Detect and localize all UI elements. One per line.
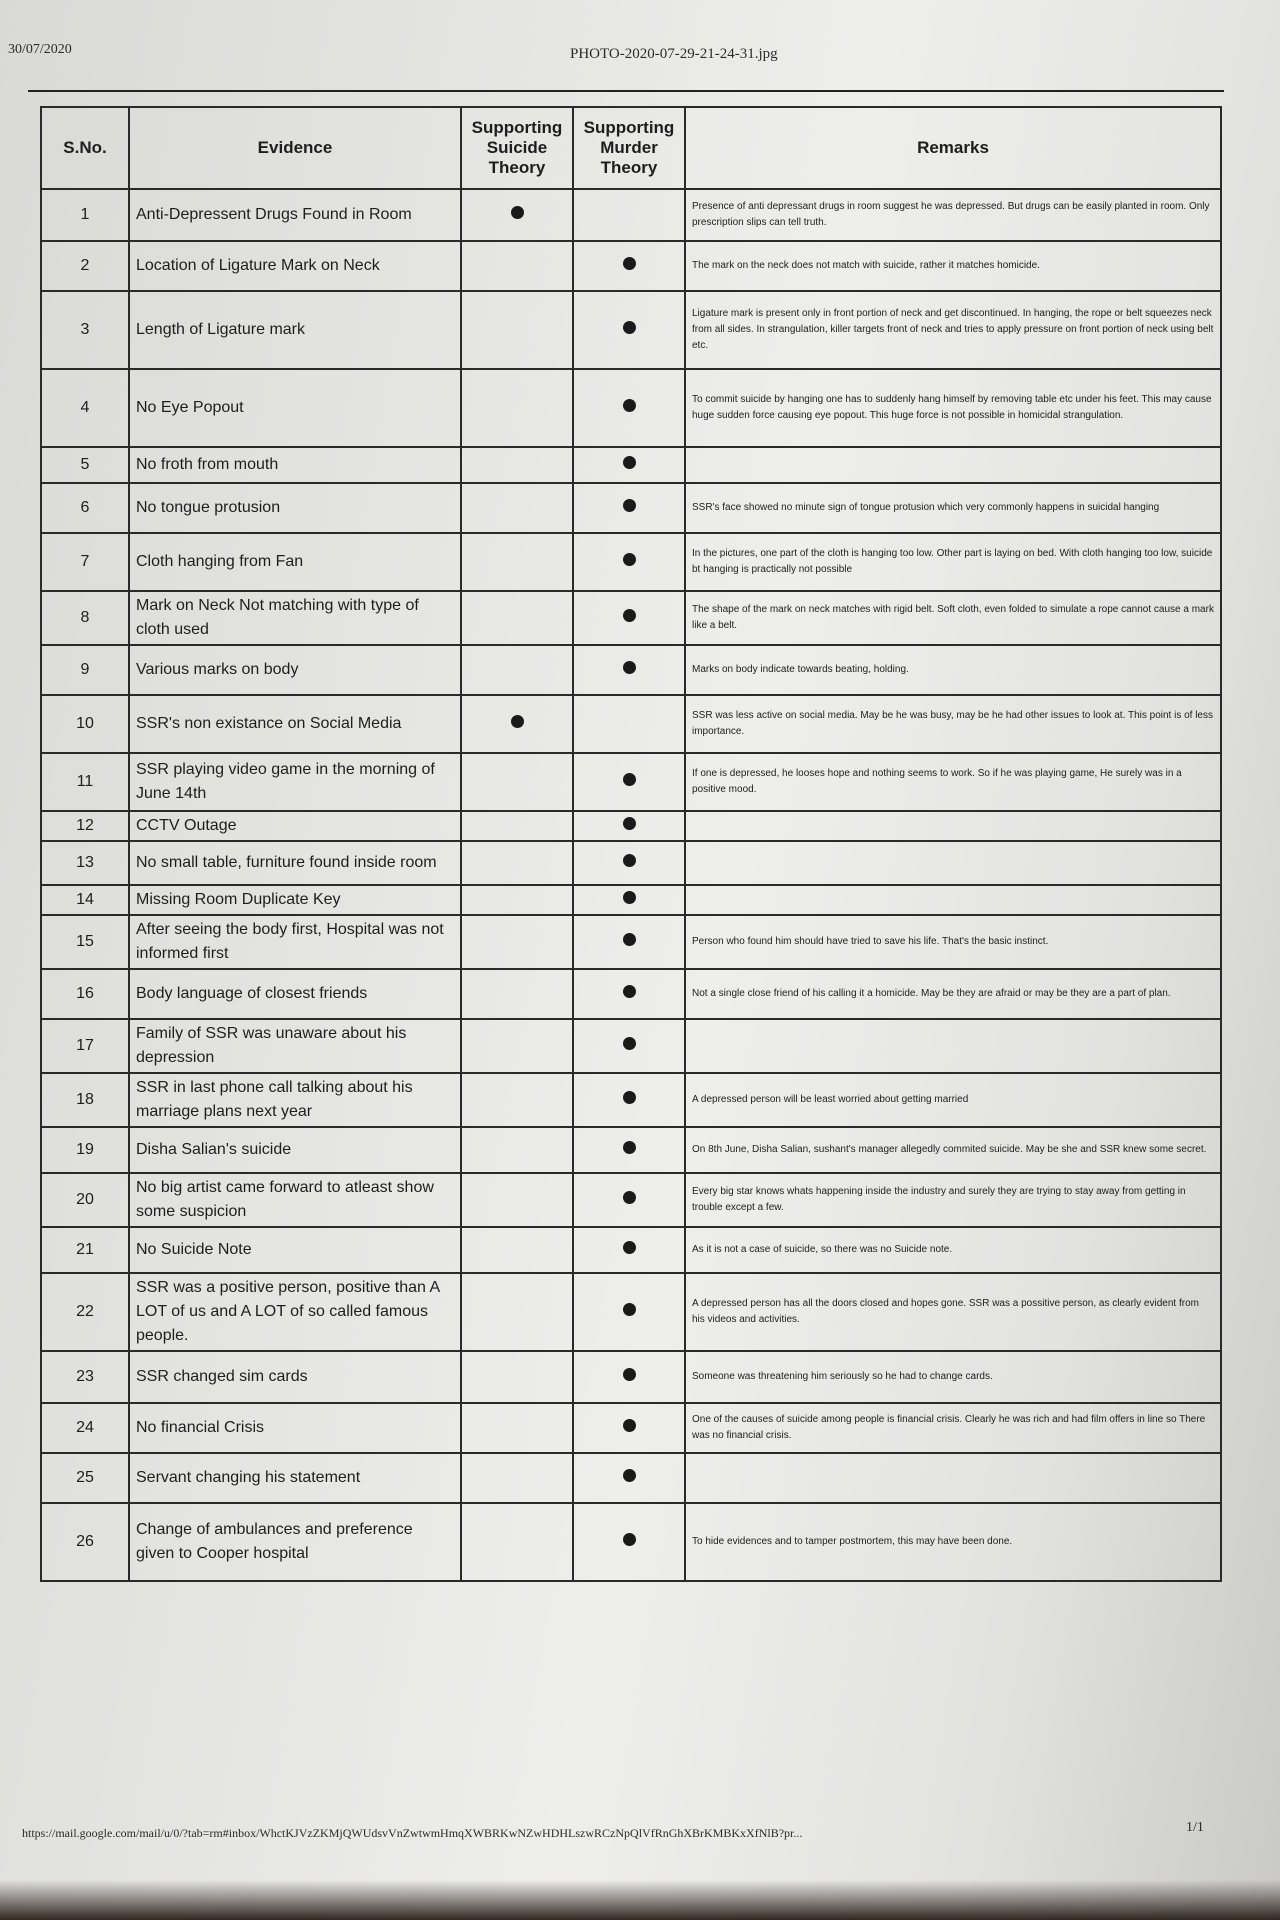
cell-remarks: [685, 811, 1221, 841]
cell-suicide-theory: [461, 483, 573, 533]
cell-murder-theory: [573, 1227, 685, 1273]
cell-sno: 7: [41, 533, 129, 591]
cell-murder-theory: [573, 1173, 685, 1227]
cell-evidence: SSR playing video game in the morning of June 14th: [129, 753, 461, 811]
cell-evidence: Various marks on body: [129, 645, 461, 695]
cell-sno: 25: [41, 1453, 129, 1503]
table-row: [41, 189, 1221, 241]
cell-murder-theory: [573, 1403, 685, 1453]
cell-remarks: Not a single close friend of his calling it a homicide. May be they are afraid or may be they are a part of plan.: [685, 969, 1221, 1019]
cell-evidence: Mark on Neck Not matching with type of cloth used: [129, 591, 461, 645]
bullet-dot-icon: [623, 854, 636, 867]
cell-sno: 17: [41, 1019, 129, 1073]
cell-remarks: [685, 1453, 1221, 1503]
header-sno: S.No.: [41, 107, 129, 189]
cell-sno: 10: [41, 695, 129, 753]
cell-evidence: No froth from mouth: [129, 447, 461, 483]
evidence-table: [40, 106, 1222, 1582]
table-row: [41, 369, 1221, 447]
table-row: [41, 533, 1221, 591]
cell-evidence: No Eye Popout: [129, 369, 461, 447]
cell-sno: 1: [41, 189, 129, 241]
cell-suicide-theory: [461, 533, 573, 591]
cell-sno: 9: [41, 645, 129, 695]
header-suicide-theory: Supporting Suicide Theory: [461, 107, 573, 189]
bullet-dot-icon: [511, 715, 524, 728]
cell-remarks: Every big star knows whats happening inside the industry and surely they are trying to stay away from getting in trouble except a few.: [685, 1173, 1221, 1227]
cell-remarks: [685, 885, 1221, 915]
cell-evidence: Body language of closest friends: [129, 969, 461, 1019]
cell-suicide-theory: [461, 1503, 573, 1581]
cell-sno: 5: [41, 447, 129, 483]
table-row: [41, 1019, 1221, 1073]
photo-edge-shadow: [0, 1880, 1280, 1920]
bullet-dot-icon: [623, 499, 636, 512]
table-row: [41, 915, 1221, 969]
cell-sno: 13: [41, 841, 129, 885]
bullet-dot-icon: [623, 985, 636, 998]
cell-sno: 15: [41, 915, 129, 969]
cell-suicide-theory: [461, 1073, 573, 1127]
cell-suicide-theory: [461, 1019, 573, 1073]
cell-murder-theory: [573, 915, 685, 969]
cell-sno: 24: [41, 1403, 129, 1453]
cell-evidence: Anti-Depressent Drugs Found in Room: [129, 189, 461, 241]
cell-remarks: A depressed person will be least worried about getting married: [685, 1073, 1221, 1127]
table-row: [41, 1273, 1221, 1351]
cell-sno: 14: [41, 885, 129, 915]
cell-remarks: SSR's face showed no minute sign of tongue protusion which very commonly happens in suicidal hanging: [685, 483, 1221, 533]
bullet-dot-icon: [623, 553, 636, 566]
cell-evidence: Missing Room Duplicate Key: [129, 885, 461, 915]
cell-evidence: Cloth hanging from Fan: [129, 533, 461, 591]
table-row: [41, 841, 1221, 885]
cell-murder-theory: [573, 533, 685, 591]
bullet-dot-icon: [623, 399, 636, 412]
cell-suicide-theory: [461, 645, 573, 695]
header-murder-theory: Supporting Murder Theory: [573, 107, 685, 189]
cell-evidence: No small table, furniture found inside room: [129, 841, 461, 885]
bullet-dot-icon: [623, 891, 636, 904]
cell-remarks: To commit suicide by hanging one has to suddenly hang himself by removing table etc under his feet. This may cause huge sudden force causing eye popout. This huge force is not possible in homicidal strangulation.: [685, 369, 1221, 447]
table-header-row: [41, 107, 1221, 189]
cell-remarks: In the pictures, one part of the cloth is hanging too low. Other part is laying on bed. With cloth hanging too low, suicide bt hanging is practically not possible: [685, 533, 1221, 591]
bullet-dot-icon: [623, 1191, 636, 1204]
cell-sno: 16: [41, 969, 129, 1019]
cell-sno: 8: [41, 591, 129, 645]
cell-remarks: [685, 447, 1221, 483]
cell-murder-theory: [573, 753, 685, 811]
table-row: [41, 291, 1221, 369]
cell-remarks: Presence of anti depressant drugs in room suggest he was depressed. But drugs can be easily planted in room. Only prescription slips can tell truth.: [685, 189, 1221, 241]
cell-murder-theory: [573, 969, 685, 1019]
cell-suicide-theory: [461, 1227, 573, 1273]
table-row: [41, 241, 1221, 291]
cell-evidence: Location of Ligature Mark on Neck: [129, 241, 461, 291]
bullet-dot-icon: [623, 1241, 636, 1254]
cell-remarks: [685, 841, 1221, 885]
cell-evidence: No financial Crisis: [129, 1403, 461, 1453]
cell-suicide-theory: [461, 915, 573, 969]
bullet-dot-icon: [623, 1091, 636, 1104]
cell-remarks: To hide evidences and to tamper postmortem, this may have been done.: [685, 1503, 1221, 1581]
table-row: [41, 591, 1221, 645]
bullet-dot-icon: [623, 773, 636, 786]
cell-evidence: After seeing the body first, Hospital was not informed first: [129, 915, 461, 969]
table-row: [41, 1073, 1221, 1127]
bullet-dot-icon: [623, 1469, 636, 1482]
table-row: [41, 753, 1221, 811]
cell-sno: 11: [41, 753, 129, 811]
cell-murder-theory: [573, 1453, 685, 1503]
footer-page-number: 1/1: [1186, 1820, 1204, 1835]
table-row: [41, 1403, 1221, 1453]
cell-evidence: SSR changed sim cards: [129, 1351, 461, 1403]
bullet-dot-icon: [623, 1419, 636, 1432]
bullet-dot-icon: [623, 1141, 636, 1154]
cell-sno: 21: [41, 1227, 129, 1273]
cell-murder-theory: [573, 885, 685, 915]
cell-suicide-theory: [461, 1173, 573, 1227]
print-filename: PHOTO-2020-07-29-21-24-31.jpg: [570, 46, 778, 62]
cell-murder-theory: [573, 369, 685, 447]
cell-murder-theory: [573, 811, 685, 841]
cell-remarks: Someone was threatening him seriously so he had to change cards.: [685, 1351, 1221, 1403]
table-row: [41, 1351, 1221, 1403]
bullet-dot-icon: [623, 1368, 636, 1381]
header-remarks: Remarks: [685, 107, 1221, 189]
cell-murder-theory: [573, 291, 685, 369]
cell-murder-theory: [573, 189, 685, 241]
cell-sno: 20: [41, 1173, 129, 1227]
bullet-dot-icon: [623, 661, 636, 674]
cell-suicide-theory: [461, 291, 573, 369]
cell-suicide-theory: [461, 1127, 573, 1173]
cell-remarks: A depressed person has all the doors closed and hopes gone. SSR was a possitive person, as clearly evident from his videos and activities.: [685, 1273, 1221, 1351]
cell-remarks: SSR was less active on social media. May be he was busy, may be he had other issues to look at. This point is of less importance.: [685, 695, 1221, 753]
bullet-dot-icon: [623, 817, 636, 830]
cell-suicide-theory: [461, 369, 573, 447]
cell-murder-theory: [573, 447, 685, 483]
cell-sno: 26: [41, 1503, 129, 1581]
table-row: [41, 695, 1221, 753]
cell-murder-theory: [573, 645, 685, 695]
table-row: [41, 645, 1221, 695]
bullet-dot-icon: [623, 321, 636, 334]
cell-sno: 2: [41, 241, 129, 291]
print-date: 30/07/2020: [8, 42, 72, 57]
cell-suicide-theory: [461, 1351, 573, 1403]
cell-sno: 3: [41, 291, 129, 369]
cell-sno: 19: [41, 1127, 129, 1173]
cell-sno: 18: [41, 1073, 129, 1127]
header-rule: [28, 90, 1224, 92]
table-row: [41, 811, 1221, 841]
cell-evidence: Servant changing his statement: [129, 1453, 461, 1503]
cell-evidence: Change of ambulances and preference given to Cooper hospital: [129, 1503, 461, 1581]
cell-murder-theory: [573, 483, 685, 533]
header-evidence: Evidence: [129, 107, 461, 189]
cell-murder-theory: [573, 1503, 685, 1581]
cell-remarks: One of the causes of suicide among people is financial crisis. Clearly he was rich and had film offers in line so There was no financial crisis.: [685, 1403, 1221, 1453]
cell-suicide-theory: [461, 189, 573, 241]
cell-suicide-theory: [461, 811, 573, 841]
cell-evidence: No big artist came forward to atleast show some suspicion: [129, 1173, 461, 1227]
bullet-dot-icon: [623, 933, 636, 946]
cell-murder-theory: [573, 241, 685, 291]
cell-suicide-theory: [461, 447, 573, 483]
cell-suicide-theory: [461, 753, 573, 811]
cell-remarks: As it is not a case of suicide, so there was no Suicide note.: [685, 1227, 1221, 1273]
bullet-dot-icon: [511, 206, 524, 219]
cell-remarks: Marks on body indicate towards beating, holding.: [685, 645, 1221, 695]
bullet-dot-icon: [623, 456, 636, 469]
cell-suicide-theory: [461, 885, 573, 915]
bullet-dot-icon: [623, 1303, 636, 1316]
cell-evidence: No Suicide Note: [129, 1227, 461, 1273]
cell-suicide-theory: [461, 591, 573, 645]
table-row: [41, 447, 1221, 483]
cell-evidence: Length of Ligature mark: [129, 291, 461, 369]
table-row: [41, 1453, 1221, 1503]
cell-murder-theory: [573, 1127, 685, 1173]
cell-sno: 22: [41, 1273, 129, 1351]
cell-evidence: No tongue protusion: [129, 483, 461, 533]
cell-remarks: The mark on the neck does not match with suicide, rather it matches homicide.: [685, 241, 1221, 291]
cell-remarks: [685, 1019, 1221, 1073]
cell-remarks: On 8th June, Disha Salian, sushant's manager allegedly commited suicide. May be she and SSR knew some secret.: [685, 1127, 1221, 1173]
cell-sno: 4: [41, 369, 129, 447]
cell-murder-theory: [573, 841, 685, 885]
cell-suicide-theory: [461, 1453, 573, 1503]
cell-suicide-theory: [461, 969, 573, 1019]
cell-remarks: Ligature mark is present only in front portion of neck and get discontinued. In hanging, the rope or belt squeezes neck from all sides. In strangulation, killer targets front of neck and tries to apply pressure on front portion of neck using belt etc.: [685, 291, 1221, 369]
cell-evidence: SSR in last phone call talking about his marriage plans next year: [129, 1073, 461, 1127]
footer-url: https://mail.google.com/mail/u/0/?tab=rm#inbox/WhctKJVzZKMjQWUdsvVnZwtwmHmqXWBRKwNZwHDHLszwRCzNpQlVfRnGhXBrKMBKxXfNlB?pr...: [22, 1826, 803, 1840]
bullet-dot-icon: [623, 1037, 636, 1050]
cell-suicide-theory: [461, 1273, 573, 1351]
table-body: [41, 189, 1221, 1581]
bullet-dot-icon: [623, 609, 636, 622]
cell-sno: 23: [41, 1351, 129, 1403]
table-row: [41, 483, 1221, 533]
cell-murder-theory: [573, 1073, 685, 1127]
table-row: [41, 1503, 1221, 1581]
table-row: [41, 1173, 1221, 1227]
table-row: [41, 1227, 1221, 1273]
table-row: [41, 1127, 1221, 1173]
cell-evidence: SSR was a positive person, positive than A LOT of us and A LOT of so called famous people.: [129, 1273, 461, 1351]
cell-suicide-theory: [461, 695, 573, 753]
cell-sno: 12: [41, 811, 129, 841]
cell-murder-theory: [573, 591, 685, 645]
cell-suicide-theory: [461, 241, 573, 291]
cell-murder-theory: [573, 1351, 685, 1403]
cell-murder-theory: [573, 1273, 685, 1351]
bullet-dot-icon: [623, 257, 636, 270]
cell-evidence: Family of SSR was unaware about his depression: [129, 1019, 461, 1073]
cell-suicide-theory: [461, 1403, 573, 1453]
table-row: [41, 885, 1221, 915]
cell-sno: 6: [41, 483, 129, 533]
bullet-dot-icon: [623, 1533, 636, 1546]
cell-remarks: The shape of the mark on neck matches with rigid belt. Soft cloth, even folded to simulate a rope cannot cause a mark like a belt.: [685, 591, 1221, 645]
cell-evidence: CCTV Outage: [129, 811, 461, 841]
cell-remarks: If one is depressed, he looses hope and nothing seems to work. So if he was playing game, He surely was in a positive mood.: [685, 753, 1221, 811]
cell-evidence: SSR's non existance on Social Media: [129, 695, 461, 753]
cell-evidence: Disha Salian's suicide: [129, 1127, 461, 1173]
table-row: [41, 969, 1221, 1019]
cell-suicide-theory: [461, 841, 573, 885]
cell-murder-theory: [573, 1019, 685, 1073]
cell-remarks: Person who found him should have tried to save his life. That's the basic instinct.: [685, 915, 1221, 969]
cell-murder-theory: [573, 695, 685, 753]
